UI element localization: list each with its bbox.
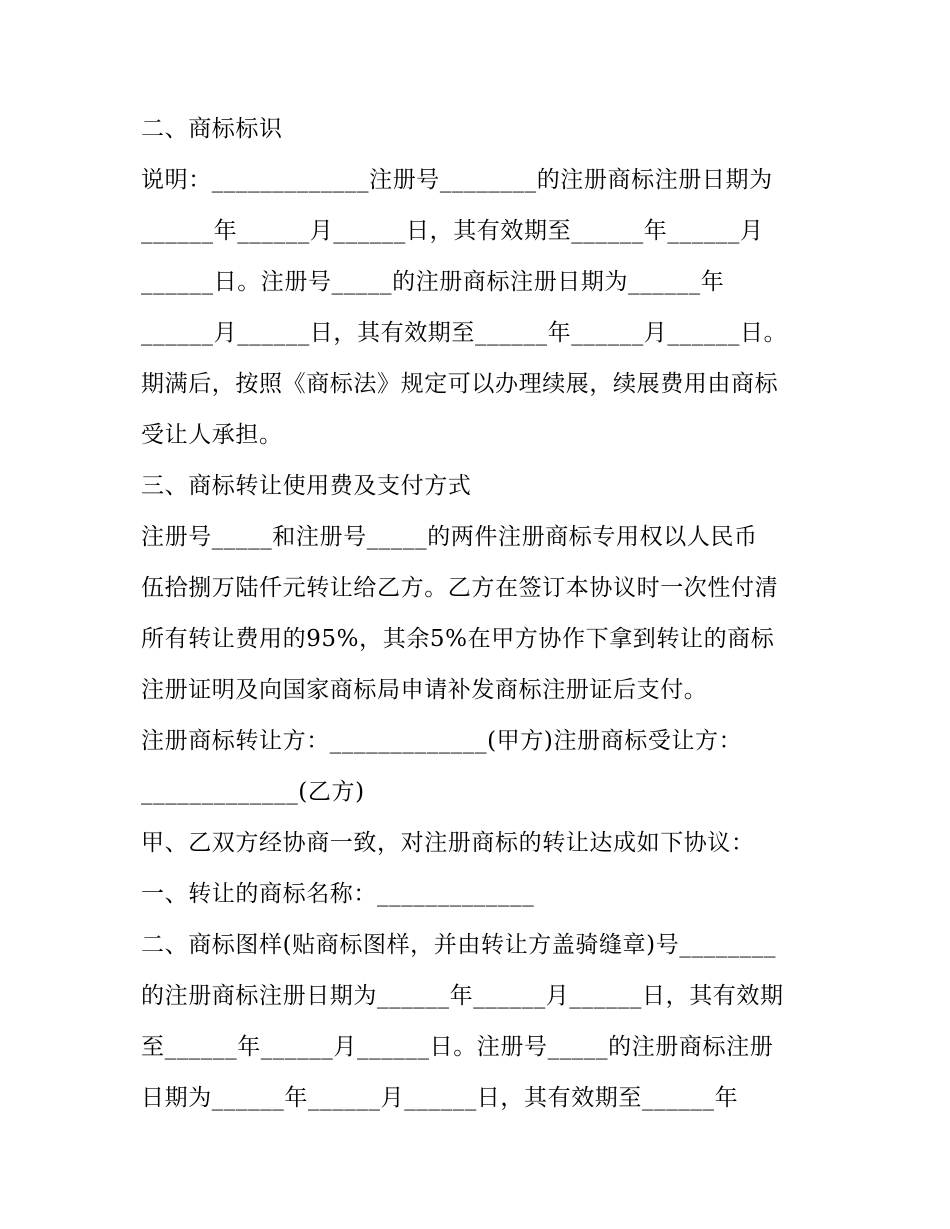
section-heading-trademark-sample: 二、商标图样(贴商标图样，并由转让方盖骑缝章)号________	[141, 932, 777, 958]
paragraph-line: 所有转让费用的95%，其余5%在甲方协作下拿到转让的商标	[141, 626, 775, 652]
section-heading-trademark-mark: 二、商标标识	[141, 116, 283, 142]
paragraph-line: 注册证明及向国家商标局申请补发商标注册证后支付。	[141, 677, 708, 703]
paragraph-line: 至______年______月______日。注册号_____的注册商标注册	[141, 1034, 774, 1060]
section-heading-trademark-name: 一、转让的商标名称：_____________	[141, 881, 535, 907]
paragraph-line: 期满后，按照《商标法》规定可以办理续展，续展费用由商标	[141, 371, 779, 397]
paragraph-line: ______年______月______日，其有效期至______年______月	[141, 218, 764, 244]
paragraph-line: 注册号_____和注册号_____的两件注册商标专用权以人民币	[141, 524, 758, 550]
party-b-line: _____________(乙方)	[141, 779, 365, 805]
section-heading-transfer-fee: 三、商标转让使用费及支付方式	[141, 473, 472, 499]
paragraph-line: ______日。注册号_____的注册商标注册日期为______年	[141, 269, 725, 295]
agreement-intro: 甲、乙双方经协商一致，对注册商标的转让达成如下协议：	[141, 830, 755, 856]
paragraph-line: 的注册商标注册日期为______年______月______日，其有效期	[141, 983, 784, 1009]
paragraph-line: 受让人承担。	[141, 422, 283, 448]
document-body	[141, 109, 821, 1129]
paragraph-line: 说明：_____________注册号________的注册商标注册日期为	[141, 167, 773, 193]
party-a-line: 注册商标转让方：_____________(甲方)注册商标受让方：	[141, 728, 743, 754]
paragraph-line: 伍拾捌万陆仟元转让给乙方。乙方在签订本协议时一次性付清	[141, 575, 779, 601]
paragraph-line: ______月______日，其有效期至______年______月______日。	[141, 320, 788, 346]
paragraph-line: 日期为______年______月______日，其有效期至______年	[141, 1085, 739, 1111]
